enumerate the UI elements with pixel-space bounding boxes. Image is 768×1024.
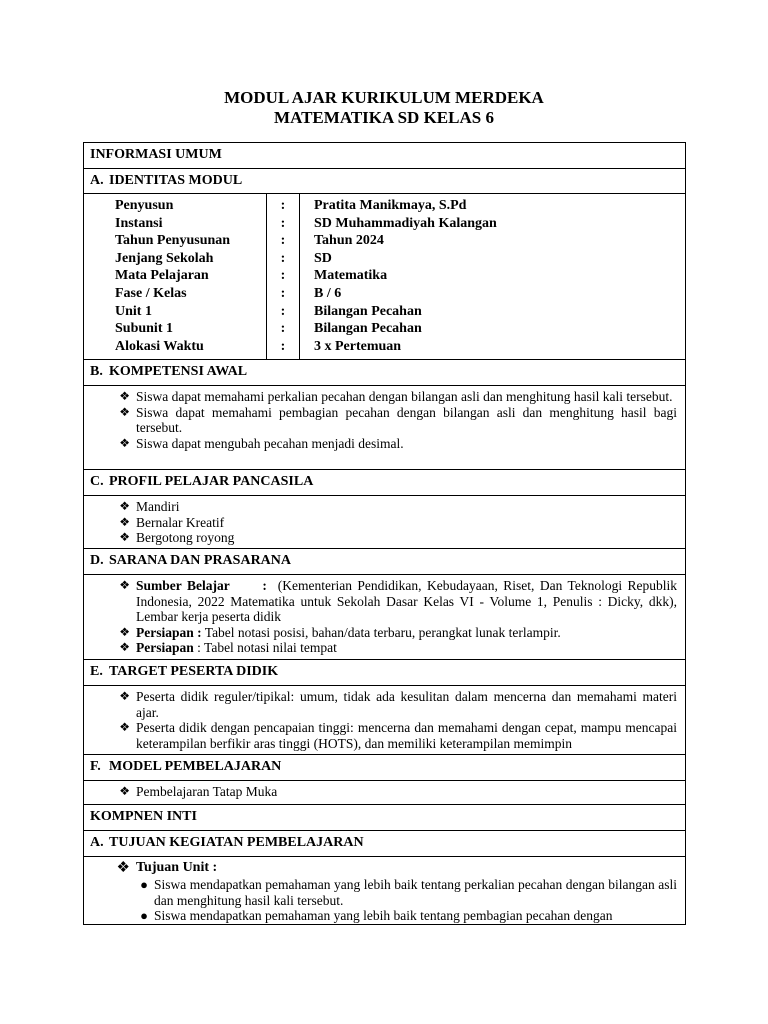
- identitas-label: Jenjang Sekolah: [115, 250, 214, 266]
- identitas-colon: :: [280, 233, 286, 249]
- identitas-colon: :: [280, 338, 286, 354]
- identitas-table: [84, 194, 685, 360]
- list-item: ❖ Mandiri: [84, 499, 677, 515]
- identitas-colon: :: [280, 268, 286, 284]
- identitas-colon: :: [280, 198, 286, 213]
- diamond-bullet-icon: ❖: [119, 404, 130, 419]
- section-heading: MODEL PEMBELAJARAN: [109, 759, 282, 774]
- section-letter: C.: [90, 474, 104, 489]
- identitas-value: Tahun 2024: [314, 233, 384, 249]
- diamond-bullet-icon: ❖: [119, 578, 130, 592]
- section-identitas-heading: [84, 169, 685, 194]
- list-item: ❖ Bernalar Kreatif: [84, 515, 677, 531]
- page-title: [0, 88, 768, 128]
- model-list: [84, 781, 685, 805]
- identitas-colon: :: [280, 321, 286, 337]
- diamond-bullet-icon: ❖: [119, 389, 130, 403]
- list-item: ❖ Peserta didik reguler/tipikal: umum, tidak ada kesulitan dalam mencerna dan memahami materi ajar.: [84, 689, 677, 720]
- section-target-heading: [84, 660, 685, 686]
- title-line-2: MATEMATIKA SD KELAS 6: [274, 108, 494, 127]
- section-heading: INFORMASI UMUM: [90, 147, 222, 162]
- tujuan-list: [84, 857, 685, 925]
- diamond-bullet-icon: ❖: [119, 435, 130, 450]
- identitas-label: Subunit 1: [115, 321, 173, 337]
- diamond-bullet-icon: ❖: [119, 530, 130, 544]
- module-table: [83, 142, 686, 925]
- diamond-bullet-icon: ❖: [119, 624, 130, 639]
- identitas-value: 3 x Pertemuan: [314, 338, 402, 354]
- identitas-value: SD Muhammadiyah Kalangan: [314, 215, 497, 231]
- list-item: ❖ Persiapan : Tabel notasi posisi, bahan/data terbaru, perangkat lunak terlampir.: [84, 625, 677, 641]
- identitas-value: Bilangan Pecahan: [314, 303, 422, 319]
- identitas-value: Matematika: [314, 268, 388, 284]
- section-kompetensi-heading: [84, 360, 685, 386]
- section-heading: SARANA DAN PRASARANA: [109, 553, 292, 568]
- identitas-label: Instansi: [115, 215, 163, 231]
- identitas-label: Penyusun: [115, 198, 174, 213]
- identitas-labels: [84, 194, 267, 359]
- diamond-bullet-icon: ❖: [119, 499, 130, 513]
- profil-list: [84, 496, 685, 549]
- section-heading: KOMPNEN INTI: [90, 809, 197, 824]
- identitas-label: Unit 1: [115, 303, 152, 319]
- identitas-colon: :: [280, 285, 286, 301]
- section-letter: F.: [90, 759, 101, 774]
- title-line-1: MODUL AJAR KURIKULUM MERDEKA: [224, 88, 544, 107]
- identitas-colon: :: [280, 250, 286, 266]
- identitas-values: [300, 194, 685, 359]
- identitas-value: SD: [314, 250, 332, 266]
- diamond-bullet-icon: ❖: [119, 784, 130, 798]
- section-letter: E.: [90, 664, 103, 679]
- list-item: ❖ Bergotong royong: [84, 530, 677, 546]
- identitas-value: Pratita Manikmaya, S.Pd: [314, 198, 467, 213]
- identitas-label: Tahun Penyusunan: [115, 233, 231, 249]
- list-item: ❖ Siswa dapat mengubah pecahan menjadi desimal.: [84, 436, 677, 452]
- section-heading: TARGET PESERTA DIDIK: [109, 664, 279, 679]
- identitas-label: Fase / Kelas: [115, 285, 187, 301]
- identitas-separators: [267, 194, 300, 359]
- section-heading: PROFIL PELAJAR PANCASILA: [109, 474, 314, 489]
- identitas-label: Alokasi Waktu: [115, 338, 204, 354]
- section-model-heading: [84, 755, 685, 781]
- section-heading: KOMPETENSI AWAL: [109, 364, 248, 379]
- section-letter: D.: [90, 553, 104, 568]
- round-bullet-icon: ●: [140, 908, 148, 923]
- section-heading: IDENTITAS MODUL: [109, 173, 243, 188]
- section-tujuan-heading: [84, 831, 685, 857]
- identitas-colon: :: [280, 303, 286, 319]
- list-item: ❖ Sumber Belajar : (Kementerian Pendidikan, Kebudayaan, Riset, Dan Teknologi Republik Indonesia, 2022 Matematika untuk Sekolah Dasar Kelas VI - Volume 1, Penulis : Dicky, dkk), Lembar kerja peserta didik: [84, 578, 677, 625]
- section-heading: TUJUAN KEGIATAN PEMBELAJARAN: [109, 835, 364, 850]
- list-item: ❖ Persiapan : Tabel notasi nilai tempat: [84, 640, 677, 656]
- list-item: ❖ Pembelajaran Tatap Muka: [84, 784, 677, 800]
- section-letter: A.: [90, 835, 104, 850]
- diamond-bullet-icon: ❖: [119, 720, 130, 734]
- identitas-colon: :: [280, 215, 286, 231]
- diamond-bullet-icon: ❖: [116, 860, 130, 876]
- kompetensi-list: [84, 386, 685, 470]
- diamond-bullet-icon: ❖: [119, 640, 130, 654]
- section-letter: A.: [90, 173, 104, 188]
- list-item: ● Siswa mendapatkan pemahaman yang lebih baik tentang pembagian pecahan dengan: [84, 908, 677, 924]
- identitas-label: Mata Pelajaran: [115, 268, 209, 284]
- list-item: ❖ Siswa dapat memahami pembagian pecahan dengan bilangan asli dan menghitung hasil bagi tersebut.: [84, 405, 677, 436]
- diamond-bullet-icon: ❖: [119, 689, 130, 703]
- list-item: ❖ Siswa dapat memahami perkalian pecahan dengan bilangan asli dan menghitung hasil kali tersebut.: [84, 389, 677, 405]
- section-sarana-heading: [84, 549, 685, 575]
- round-bullet-icon: ●: [140, 877, 148, 892]
- section-komponen-inti: [84, 805, 685, 831]
- sarana-list: [84, 575, 685, 660]
- section-profil-heading: [84, 470, 685, 496]
- identitas-value: B / 6: [314, 285, 342, 301]
- list-item: ❖ Peserta didik dengan pencapaian tinggi: mencerna dan memahami dengan cepat, mampu mencapai keterampilan berfikir aras tinggi (HOTS), dan memiliki keterampilan memimpin: [84, 720, 677, 751]
- section-letter: B.: [90, 364, 103, 379]
- list-item: ❖ Tujuan Unit :: [84, 859, 677, 877]
- diamond-bullet-icon: ❖: [119, 514, 130, 529]
- identitas-value: Bilangan Pecahan: [314, 321, 422, 337]
- target-list: [84, 686, 685, 755]
- section-informasi-umum: [84, 143, 685, 169]
- list-item: ● Siswa mendapatkan pemahaman yang lebih baik tentang perkalian pecahan dengan bilangan asli dan menghitung hasil kali tersebut.: [84, 877, 677, 908]
